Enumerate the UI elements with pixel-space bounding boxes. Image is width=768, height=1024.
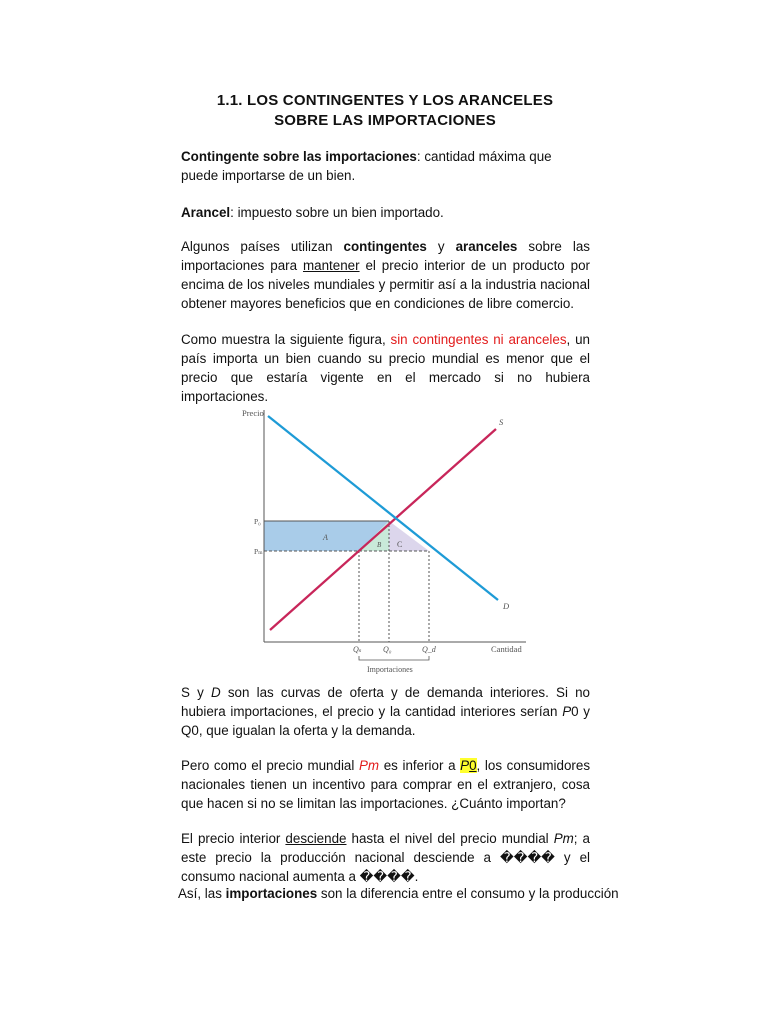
- bold-importaciones: importaciones: [225, 886, 318, 901]
- underlined-desciende: desciende: [285, 831, 347, 846]
- text-run: ; a este precio la producción nacional desciende a ���� y el consumo nacional aumenta a ����.: [181, 831, 591, 884]
- definition-arancel-text: : impuesto sobre un bien importado.: [230, 205, 444, 220]
- demand-curve: [268, 416, 498, 600]
- pm-label: Pₘ: [254, 547, 263, 556]
- term-arancel: Arancel: [181, 205, 231, 220]
- p0-label: P₀: [254, 517, 261, 526]
- italic-d: D: [211, 685, 221, 700]
- text-run: Así, las: [178, 886, 226, 901]
- x-axis-label: Cantidad: [491, 644, 522, 654]
- paragraph-world-price: [181, 756, 590, 813]
- definition-contingente: [181, 147, 590, 185]
- text-run: son la diferencia entre el consumo y la producción: [317, 886, 619, 901]
- text-run: 0 y Q0, que igualan la oferta y la demanda.: [181, 704, 590, 738]
- text-run: Algunos países utilizan: [181, 239, 344, 254]
- text-run: el precio interior de un producto por encima de los niveles mundiales y permitir así a la industria nacional obtener mayores beneficios que en condiciones de libre comercio.: [181, 258, 590, 311]
- supply-label: S: [499, 417, 504, 427]
- qs-label: Qₛ: [353, 645, 362, 654]
- imports-label: Importaciones: [367, 665, 413, 674]
- italic-pm: Pm: [553, 831, 574, 846]
- highlight-p: P: [460, 758, 470, 773]
- text-run: El precio interior: [181, 831, 286, 846]
- page-title: [180, 91, 590, 131]
- area-a-label: A: [323, 533, 328, 542]
- text-run: y: [426, 239, 456, 254]
- text-run: Como muestra la siguiente figura,: [181, 332, 391, 347]
- supply-demand-chart: [234, 404, 534, 680]
- text-run: , los consumidores nacionales tienen un incentivo para comprar en el extranjero, cosa que hacen si no se limitan las importaciones. ¿Cuánto importan?: [181, 758, 591, 811]
- text-run: S y: [181, 685, 211, 700]
- text-run: hasta el nivel del precio mundial: [346, 831, 554, 846]
- definition-contingente-text: : cantidad máxima que puede importarse de un bien.: [181, 149, 552, 183]
- paragraph-curves: [181, 683, 590, 740]
- area-b-label: B: [377, 541, 382, 549]
- title-line-2: SOBRE LAS IMPORTACIONES: [274, 112, 496, 129]
- text-run: son las curvas de oferta y de demanda interiores. Si no hubiera importaciones, el precio y la cantidad interiores serían: [181, 685, 590, 719]
- y-axis-label: Precio: [242, 408, 264, 418]
- paragraph-domestic-price: [181, 829, 590, 886]
- text-run: es inferior a: [379, 758, 461, 773]
- supply-demand-figure: [234, 404, 534, 680]
- paragraph-imports: [178, 884, 619, 903]
- underlined-mantener: mantener: [302, 258, 360, 273]
- paragraph-intro: [181, 237, 590, 313]
- area-c-label: C: [397, 540, 403, 549]
- definition-arancel: [181, 203, 590, 222]
- term-contingente: Contingente sobre las importaciones: [181, 149, 417, 164]
- text-run: sobre las importaciones para: [181, 239, 590, 273]
- red-pm: Pm: [359, 758, 380, 773]
- qd-label: Q_d: [422, 645, 436, 654]
- q0-label: Q₀: [383, 645, 392, 654]
- red-sin-contingentes: sin contingentes ni aranceles: [390, 332, 567, 347]
- bold-contingentes: contingentes: [343, 239, 427, 254]
- text-run: , un país importa un bien cuando su precio mundial es menor que el precio que estaría vigente en el mercado si no hubiera importaciones.: [181, 332, 590, 404]
- title-line-1: 1.1. LOS CONTINGENTES Y LOS ARANCELES: [216, 92, 554, 109]
- area-c: [389, 521, 429, 551]
- paragraph-figure-intro: [181, 330, 590, 406]
- text-run: Pero como el precio mundial: [181, 758, 359, 773]
- imports-bracket: [359, 656, 429, 660]
- italic-p: P: [562, 704, 572, 719]
- highlight-zero: 0: [469, 758, 477, 773]
- demand-label: D: [503, 601, 510, 611]
- bold-aranceles: aranceles: [455, 239, 518, 254]
